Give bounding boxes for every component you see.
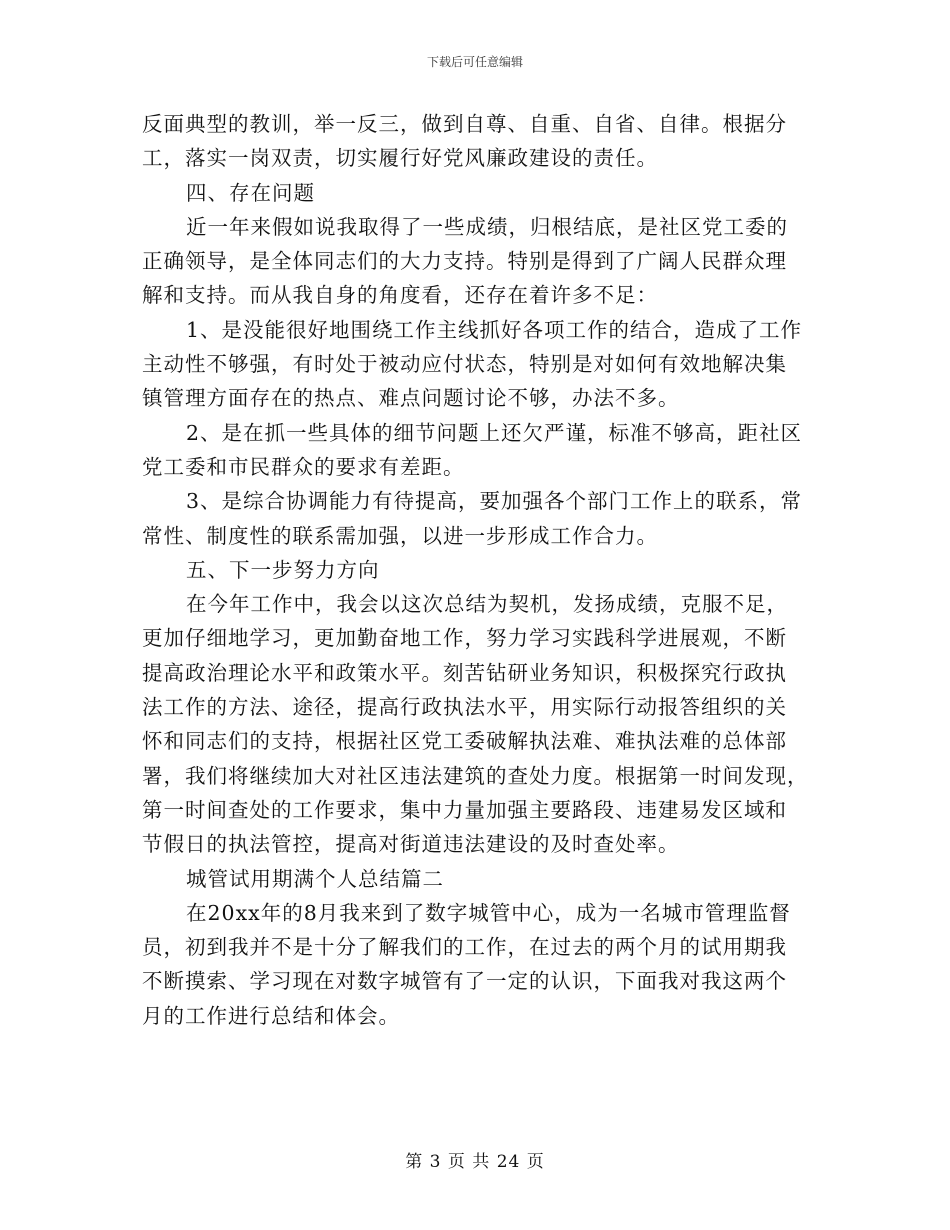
paragraph-line: 提高政治理论水平和政策水平。刻苦钻研业务知识，积极探究行政执	[142, 660, 787, 685]
paragraph-line-indented: 2、是在抓一些具体的细节问题上还欠严谨，标准不够高，距社区	[186, 420, 803, 445]
paragraph-line: 月的工作进行总结和体会。	[142, 1003, 400, 1028]
paragraph-line: 署，我们将继续加大对社区违法建筑的查处力度。根据第一时间发现，	[142, 763, 809, 788]
paragraph-line: 员，初到我并不是十分了解我们的工作，在过去的两个月的试用期我	[142, 935, 787, 960]
paragraph-line: 更加仔细地学习，更加勤奋地工作，努力学习实践科学进展观，不断	[142, 626, 787, 651]
paragraph-line-indented: 在今年工作中，我会以这次总结为契机，发扬成绩，克服不足，	[186, 592, 788, 617]
paragraph-line: 不断摸索、学习现在对数字城管有了一定的认识，下面我对我这两个	[142, 969, 787, 994]
paragraph-line: 解和支持。而从我自身的角度看，还存在着许多不足：	[142, 283, 658, 308]
paragraph-line-indented: 1、是没能很好地围绕工作主线抓好各项工作的结合，造成了工作	[186, 317, 803, 342]
document-body	[142, 107, 809, 1033]
paragraph-line-indented: 近一年来假如说我取得了一些成绩，归根结底，是社区党工委的	[186, 214, 788, 239]
paragraph-line-indented: 城管试用期满个人总结篇二	[186, 866, 444, 891]
paragraph-line-indented: 四、存在问题	[186, 180, 315, 205]
page-header: 下载后可任意编辑	[426, 55, 523, 69]
paragraph-line: 反面典型的教训，举一反三，做到自尊、自重、自省、自律。根据分	[142, 112, 787, 136]
paragraph-line: 正确领导，是全体同志们的大力支持。特别是得到了广阔人民群众理	[142, 249, 787, 274]
paragraph-line-indented: 五、下一步努力方向	[186, 557, 380, 582]
paragraph-line: 党工委和市民群众的要求有差距。	[142, 454, 465, 479]
paragraph-line-indented: 3、是综合协调能力有待提高，要加强各个部门工作上的联系，常	[186, 489, 803, 514]
paragraph-line: 镇管理方面存在的热点、难点问题讨论不够，办法不多。	[142, 386, 680, 411]
paragraph-line-indented: 在20xx年的8月我来到了数字城管中心，成为一名城市管理监督	[186, 900, 791, 925]
paragraph-line: 节假日的执法管控，提高对街道违法建设的及时查处率。	[142, 832, 680, 857]
paragraph-line: 常性、制度性的联系需加强，以进一步形成工作合力。	[142, 523, 658, 548]
paragraph-line: 怀和同志们的支持，根据社区党工委破解执法难、难执法难的总体部	[142, 729, 787, 754]
paragraph-line: 工，落实一岗双责，切实履行好党风廉政建设的责任。	[142, 146, 658, 171]
page-footer: 第 3 页 共 24 页	[405, 1152, 545, 1172]
paragraph-line: 主动性不够强，有时处于被动应付状态，特别是对如何有效地解决集	[142, 352, 787, 377]
paragraph-line: 法工作的方法、途径，提高行政执法水平，用实际行动报答组织的关	[142, 695, 787, 720]
paragraph-line: 第一时间查处的工作要求，集中力量加强主要路段、违建易发区域和	[142, 797, 787, 822]
